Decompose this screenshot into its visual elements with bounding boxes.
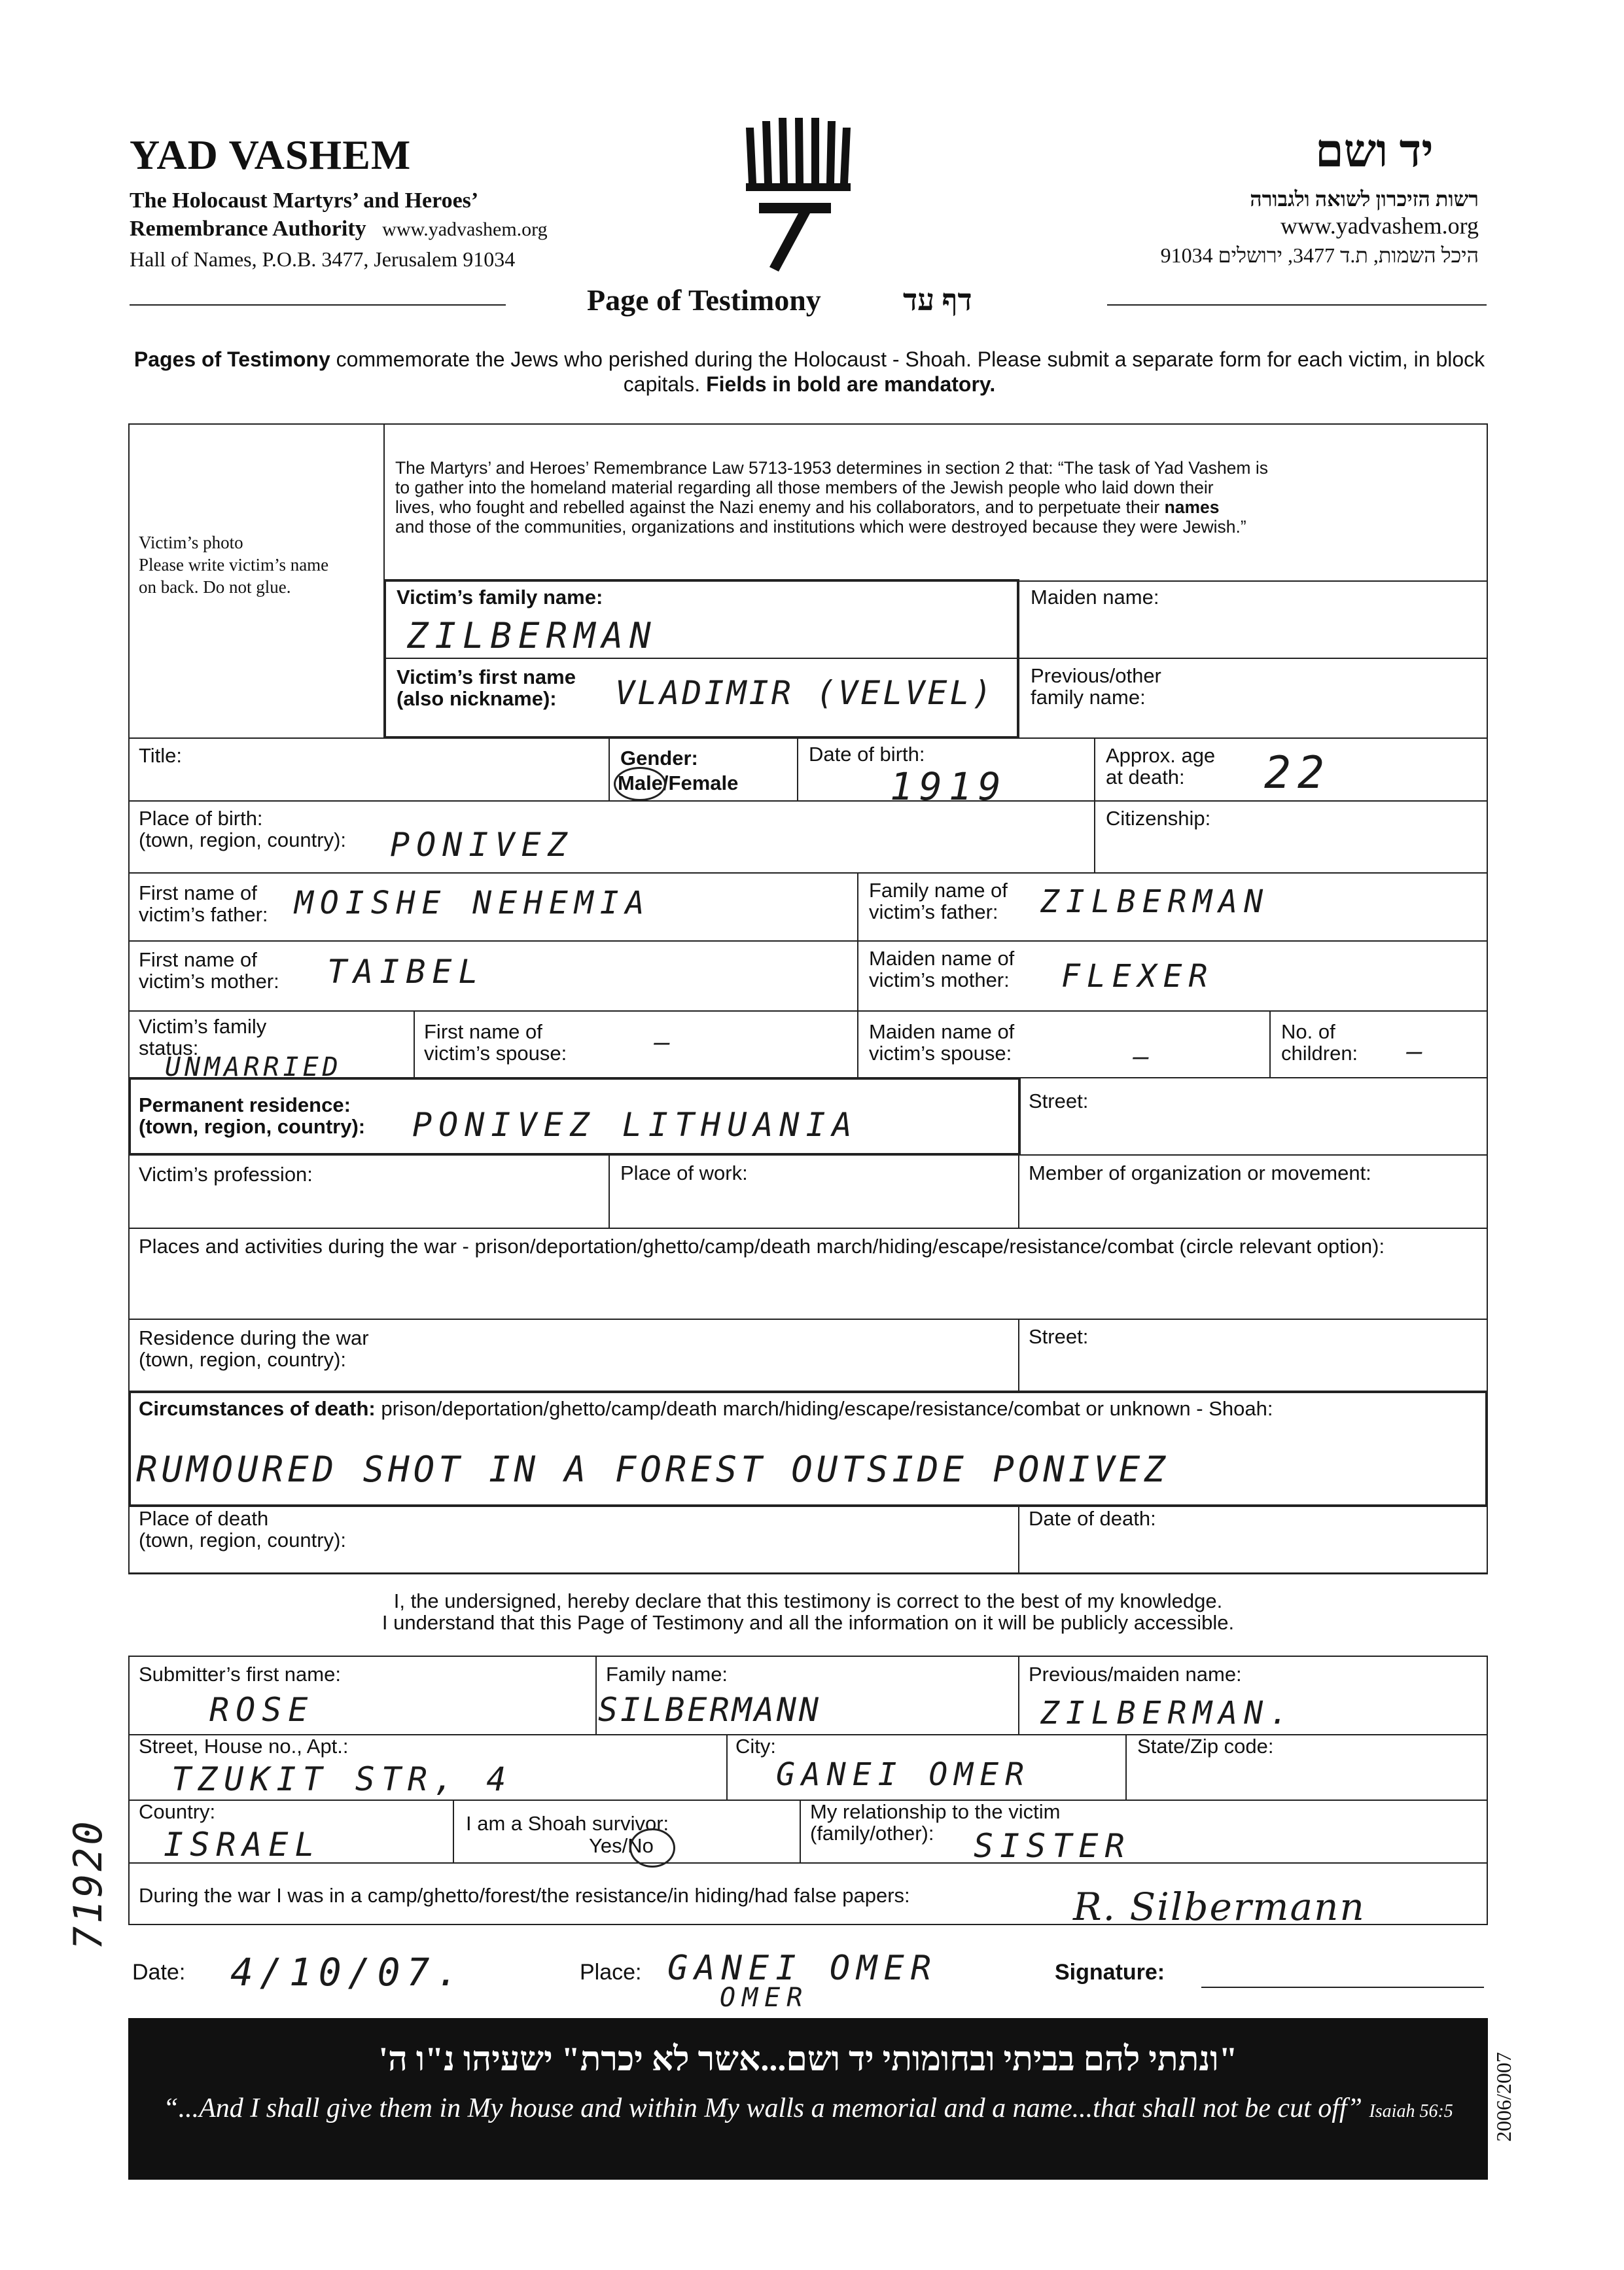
mother-maiden-label-2: victim’s mother: (869, 968, 1010, 991)
photo-line1: Victim’s photo (139, 533, 243, 552)
submitter-state-label: State/Zip code: (1137, 1735, 1274, 1758)
quote-english-text: “...And I shall give them in My house and within My walls a memorial and a name...that shall not be cut off” (163, 2093, 1369, 2123)
war-residence-label (139, 1327, 369, 1370)
father-family-label (869, 879, 1008, 923)
age-label (1106, 745, 1215, 788)
mother-maiden-value[interactable]: FLEXER (1061, 958, 1214, 995)
father-first-label-1: First name of (139, 881, 257, 904)
residence-label-2: (town, region, country): (139, 1115, 366, 1138)
mother-first-label (139, 949, 279, 992)
family-status-label-2: status: (139, 1037, 199, 1059)
org-line-hebrew: רשות הזיכרון לשואה ולגבורה (1250, 187, 1479, 211)
relation-label-1: My relationship to the victim (810, 1800, 1061, 1823)
rule-row-profession-top (128, 1154, 1488, 1156)
spouse-first-value[interactable]: — (654, 1027, 677, 1057)
father-family-label-2: victim’s father: (869, 900, 998, 923)
rule-status-spouse (414, 1010, 415, 1078)
place-value-extra: OMER (720, 1983, 809, 2013)
age-label-2: at death: (1106, 766, 1185, 789)
rule-prof-work (609, 1154, 610, 1229)
rule-row-title-top (128, 737, 1488, 739)
date-label: Date: (132, 1960, 186, 1985)
org-address: Hall of Names, P.O.B. 3477, Jerusalem 91034 (130, 247, 516, 271)
spouse-maiden-label-2: victim’s spouse: (869, 1042, 1012, 1065)
law-text (395, 458, 1481, 537)
rule-sub-family-prev (1018, 1656, 1019, 1734)
rule-names-mid (383, 658, 1488, 659)
war-street-label: Street: (1029, 1325, 1089, 1348)
law-line4: and those of the communities, organizations and institutions which were destroyed because they were Jewish.” (395, 517, 1246, 537)
circumstances-label-bold: Circumstances of death: (139, 1397, 376, 1420)
place-of-death-label-1: Place of death (139, 1507, 269, 1530)
signature-scrawl: R. Silbermann (1073, 1885, 1366, 1929)
residence-label (139, 1094, 365, 1137)
first-name-label-1: Victim’s first name (397, 665, 576, 688)
street-label: Street: (1029, 1090, 1089, 1112)
org-line2 (130, 217, 548, 241)
father-first-label (139, 882, 268, 925)
intro-bold-tail: Fields in bold are mandatory. (706, 372, 996, 396)
place-of-death-label (139, 1508, 346, 1551)
submitter-street-label: Street, House no., Apt.: (139, 1735, 349, 1758)
rule-warres-street (1018, 1319, 1019, 1392)
quote-reference: Isaiah 56:5 (1369, 2101, 1453, 2121)
residence-value[interactable]: PONIVEZ LITHUANIA (412, 1106, 858, 1144)
submitter-family-value[interactable]: SILBERMANN (598, 1691, 822, 1729)
address-hebrew: היכל השמות, ת.ד 3477, ירושלים 91034 (1160, 243, 1479, 267)
declaration-line2: I understand that this Page of Testimony and all the information on it will be publicly accessible. (381, 1611, 1235, 1634)
submitter-street-value[interactable]: TZUKIT STR, 4 (171, 1760, 513, 1798)
survivor-options[interactable]: Yes/No (589, 1834, 654, 1857)
war-residence-label-2: (town, region, country): (139, 1348, 347, 1371)
submitter-country-label: Country: (139, 1800, 216, 1823)
rule-row-status-top (128, 1010, 1488, 1012)
declaration-line1: I, the undersigned, hereby declare that this testimony is correct to the best of my knowledge. (393, 1589, 1223, 1612)
org-website[interactable]: www.yadvashem.org (382, 219, 548, 240)
rule-names-vert (1018, 580, 1019, 737)
circumstances-label (139, 1398, 1480, 1419)
rule-father-split (857, 872, 858, 1077)
dob-value[interactable]: 1919 (890, 764, 1008, 809)
law-line1: The Martyrs’ and Heroes’ Remembrance Law 5713-1953 determines in section 2 that: “The task of Yad Vashem is (395, 458, 1268, 478)
war-residence-label-1: Residence during the war (139, 1326, 369, 1349)
prev-name-label-2: family name: (1031, 686, 1146, 709)
mother-maiden-label (869, 948, 1014, 991)
dob-label: Date of birth: (809, 743, 925, 766)
submitter-country-value[interactable]: ISRAEL (164, 1826, 321, 1864)
relation-value[interactable]: SISTER (974, 1827, 1131, 1865)
pob-label-2: (town, region, country): (139, 828, 347, 851)
website-hebrew-side[interactable]: www.yadvashem.org (1280, 213, 1479, 239)
law-line3 (395, 497, 1481, 517)
spouse-first-label-1: First name of (424, 1020, 542, 1043)
law-line2: to gather into the homeland material regarding all those members of the Jewish people who laid down their (395, 478, 1214, 497)
first-name-label-2: (also nickname): (397, 687, 557, 710)
intro-text (130, 347, 1489, 397)
mother-first-label-1: First name of (139, 948, 257, 971)
place-of-death-label-2: (town, region, country): (139, 1529, 347, 1552)
org-name-hebrew: יד ושם (1315, 126, 1434, 177)
profession-label: Victim’s profession: (139, 1163, 313, 1186)
mother-first-value[interactable]: TAIBEL (327, 953, 485, 991)
declaration (128, 1590, 1488, 1633)
places-label: Places and activities during the war - prison/deportation/ghetto/camp/death march/hiding/escape/resistance/combat (circle relevant option): (139, 1235, 1385, 1258)
prev-name-label (1031, 665, 1161, 708)
pob-label-1: Place of birth: (139, 807, 263, 830)
relation-label-2: (family/other): (810, 1822, 934, 1845)
family-status-label-1: Victim’s family (139, 1015, 267, 1038)
age-value[interactable]: 22 (1264, 747, 1331, 799)
rule-sub-survivor-relation (800, 1800, 801, 1862)
male-circle (614, 767, 666, 801)
submitter-first-value[interactable]: ROSE (209, 1691, 315, 1729)
law-names: names (1164, 497, 1220, 517)
father-family-value[interactable]: ZILBERMAN (1040, 883, 1270, 920)
spouse-maiden-label-1: Maiden name of (869, 1020, 1015, 1043)
submitter-city-value[interactable]: GANEI OMER (776, 1756, 1031, 1793)
form-code: 2006/2007 (1491, 2052, 1515, 2142)
work-label: Place of work: (620, 1162, 748, 1184)
submitter-city-label: City: (735, 1735, 776, 1758)
father-first-label-2: victim’s father: (139, 903, 268, 926)
spouse-first-label-2: victim’s spouse: (424, 1042, 567, 1065)
father-family-label-1: Family name of (869, 879, 1008, 902)
rule-sub-row3 (128, 1800, 1488, 1801)
title-label: Title: (139, 744, 183, 767)
children-label (1281, 1021, 1358, 1064)
page-title-hebrew: דף עד (903, 283, 972, 317)
rule-work-member (1018, 1077, 1019, 1229)
rule-gender-dob (797, 737, 798, 800)
rule-row-places-top (128, 1228, 1488, 1229)
rule-row-mother-top (128, 940, 1488, 942)
first-name-value[interactable]: VLADIMIR (VELVEL) (615, 674, 995, 712)
intro-bold-lead: Pages of Testimony (133, 347, 330, 371)
rule-sub-first-family (595, 1656, 597, 1734)
org-name: YAD VASHEM (130, 132, 412, 178)
date-of-death-label: Date of death: (1029, 1507, 1156, 1530)
children-label-2: children: (1281, 1042, 1358, 1065)
pob-value[interactable]: PONIVEZ (390, 826, 574, 864)
place-value[interactable]: GANEI OMER (667, 1949, 938, 1988)
pob-label (139, 807, 346, 851)
place-label: Place: (580, 1960, 642, 1985)
header-rule-left (130, 304, 506, 306)
photo-line3: on back. Do not glue. (139, 577, 291, 597)
photo-line2: Please write victim’s name (139, 555, 329, 575)
family-status-value[interactable]: UNMARRIED (165, 1052, 342, 1082)
date-value[interactable]: 4/10/07. (230, 1950, 466, 1995)
rule-sub-country-survivor (453, 1800, 454, 1862)
survivor-label: I am a Shoah survivor: (466, 1812, 669, 1835)
circumstances-label-rest: prison/deportation/ghetto/camp/death march/hiding/escape/resistance/combat or unknown - Shoah: (375, 1397, 1273, 1420)
rule-declaration-top (128, 1572, 1488, 1574)
margin-number: 71920 (65, 1818, 111, 1950)
family-name-value[interactable]: ZILBERMAN (407, 615, 658, 656)
rule-spouse-children (1269, 1010, 1271, 1078)
law-line3a: lives, who fought and rebelled against the Nazi enemy and his collaborators, and to perpetuate their (395, 497, 1165, 517)
spouse-maiden-value[interactable]: — (1133, 1042, 1156, 1072)
maiden-name-label: Maiden name: (1031, 586, 1159, 609)
submitter-prev-label: Previous/maiden name: (1029, 1663, 1242, 1686)
spouse-maiden-label (869, 1021, 1014, 1064)
children-label-1: No. of (1281, 1020, 1335, 1043)
circumstances-value[interactable]: RUMOURED SHOT IN A FOREST OUTSIDE PONIVEZ (136, 1449, 1169, 1490)
rule-sub-row4 (128, 1862, 1488, 1864)
submitter-prev-value[interactable]: ZILBERMAN. (1040, 1695, 1295, 1731)
children-value[interactable]: — (1407, 1037, 1430, 1067)
rule-row-father-top (128, 872, 1488, 874)
intro-body: commemorate the Jews who perished during the Holocaust - Shoah. Please submit a separate form for each victim, in block capitals. (330, 347, 1485, 396)
org-line2-text: Remembrance Authority (130, 217, 366, 241)
submitter-family-label: Family name: (606, 1663, 728, 1686)
page-title: Page of Testimony (587, 283, 821, 317)
prev-name-label-1: Previous/other (1031, 664, 1161, 687)
org-line1: The Holocaust Martyrs’ and Heroes’ (130, 188, 479, 213)
family-name-label: Victim’s family name: (397, 586, 603, 609)
mother-maiden-label-1: Maiden name of (869, 947, 1015, 970)
header-rule-right (1107, 304, 1487, 306)
war-location-label: During the war I was in a camp/ghetto/forest/the resistance/in hiding/had false papers: (139, 1884, 910, 1907)
rule-dob-age (1094, 737, 1095, 872)
no-circle (629, 1828, 675, 1868)
rule-title-gender (609, 737, 610, 800)
quote-english (128, 2093, 1488, 2124)
mother-first-label-2: victim’s mother: (139, 970, 279, 993)
citizenship-label: Citizenship: (1106, 807, 1211, 830)
rule-row-warres-top (128, 1319, 1488, 1320)
rule-pod-dod (1018, 1507, 1019, 1574)
age-label-1: Approx. age (1106, 744, 1216, 767)
menorah-logo (733, 111, 857, 275)
first-name-label (397, 666, 576, 709)
rule-sub-city-state (1125, 1734, 1127, 1800)
photo-box[interactable] (139, 531, 381, 598)
member-label: Member of organization or movement: (1029, 1162, 1371, 1184)
residence-label-1: Permanent residence: (139, 1093, 351, 1116)
spouse-first-label (424, 1021, 567, 1064)
rule-sub-street-city (726, 1734, 728, 1800)
gender-options[interactable]: Male/Female (618, 771, 739, 794)
rule-row-pob-top (128, 800, 1488, 802)
gender-label: Gender: (620, 747, 698, 770)
quote-hebrew: "ונתתי להם בביתי ובחומותי יד ושם...אשר לא יכרת" ישעיהו נ"ו ה' (378, 2041, 1238, 2078)
father-first-value[interactable]: MOISHE NEHEMIA (294, 885, 651, 921)
signature-label: Signature: (1055, 1960, 1165, 1985)
submitter-first-label: Submitter’s first name: (139, 1663, 341, 1686)
signature-line[interactable] (1201, 1987, 1484, 1988)
